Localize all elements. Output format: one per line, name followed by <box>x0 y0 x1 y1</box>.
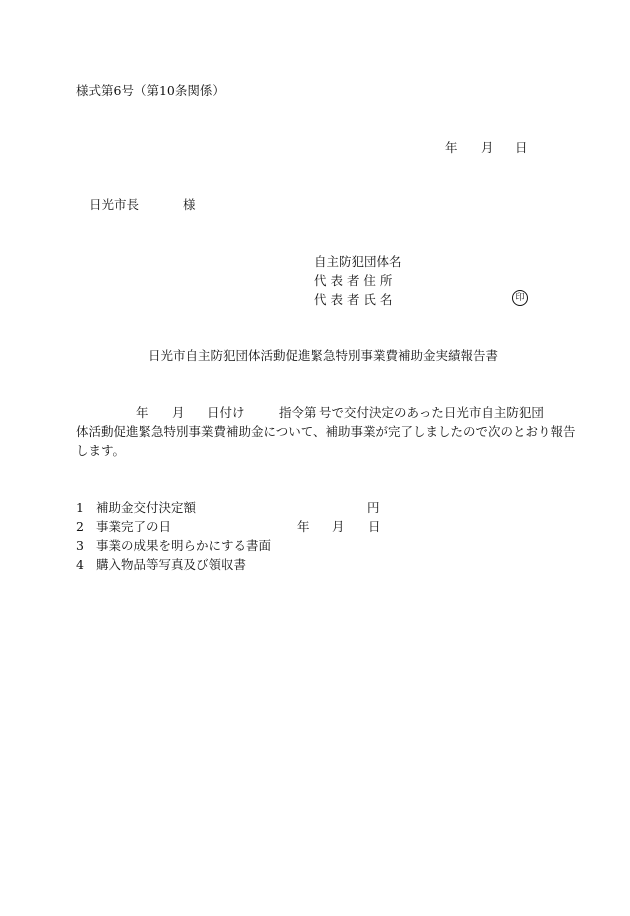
item-2-year-label: 年 <box>297 519 310 534</box>
date-day-label: 日 <box>515 140 528 155</box>
list-item-4 <box>76 559 246 572</box>
item-2-day-label: 日 <box>368 519 381 534</box>
date-year-label: 年 <box>445 140 458 155</box>
form-number: 様式第6号（第10条関係） <box>76 83 225 98</box>
body-month-label: 月 <box>172 405 185 420</box>
list-item-3 <box>76 540 271 553</box>
item-1-yen-suffix: 円 <box>367 500 380 515</box>
body-line-1: 号で交付決定のあった日光市自主防犯団 <box>319 405 544 420</box>
document-title: 日光市自主防犯団体活動促進緊急特別事業費補助金実績報告書 <box>148 348 499 363</box>
date-month-label: 月 <box>481 140 494 155</box>
body-date-label: 日付け <box>207 405 245 420</box>
item-number: 4 <box>76 557 84 572</box>
item-number: 2 <box>76 519 84 534</box>
list-item-1 <box>76 502 196 515</box>
list-item-2 <box>76 521 171 534</box>
item-2-month-label: 月 <box>332 519 345 534</box>
item-label: 事業の成果を明らかにする書面 <box>96 538 272 553</box>
representative-address-label: 代 表 者 住 所 <box>314 273 393 288</box>
seal-mark-char: 印 <box>515 292 525 303</box>
seal-mark <box>512 290 528 306</box>
item-number: 3 <box>76 538 84 553</box>
organization-name-label: 自主防犯団体名 <box>314 254 402 269</box>
item-label: 購入物品等写真及び領収書 <box>96 557 247 572</box>
item-label: 補助金交付決定額 <box>96 500 197 515</box>
addressee-honorific: 様 <box>183 197 196 212</box>
addressee-name: 日光市長 <box>89 197 140 212</box>
body-line-3: します。 <box>76 443 126 458</box>
item-label: 事業完了の日 <box>96 519 172 534</box>
body-line-2: 体活動促進緊急特別事業費補助金について、補助事業が完了しましたので次のとおり報告 <box>76 424 576 439</box>
representative-name-label: 代 表 者 氏 名 <box>314 292 393 307</box>
item-number: 1 <box>76 500 84 515</box>
body-year-label: 年 <box>136 405 149 420</box>
body-directive-label: 指令第 <box>279 405 317 420</box>
